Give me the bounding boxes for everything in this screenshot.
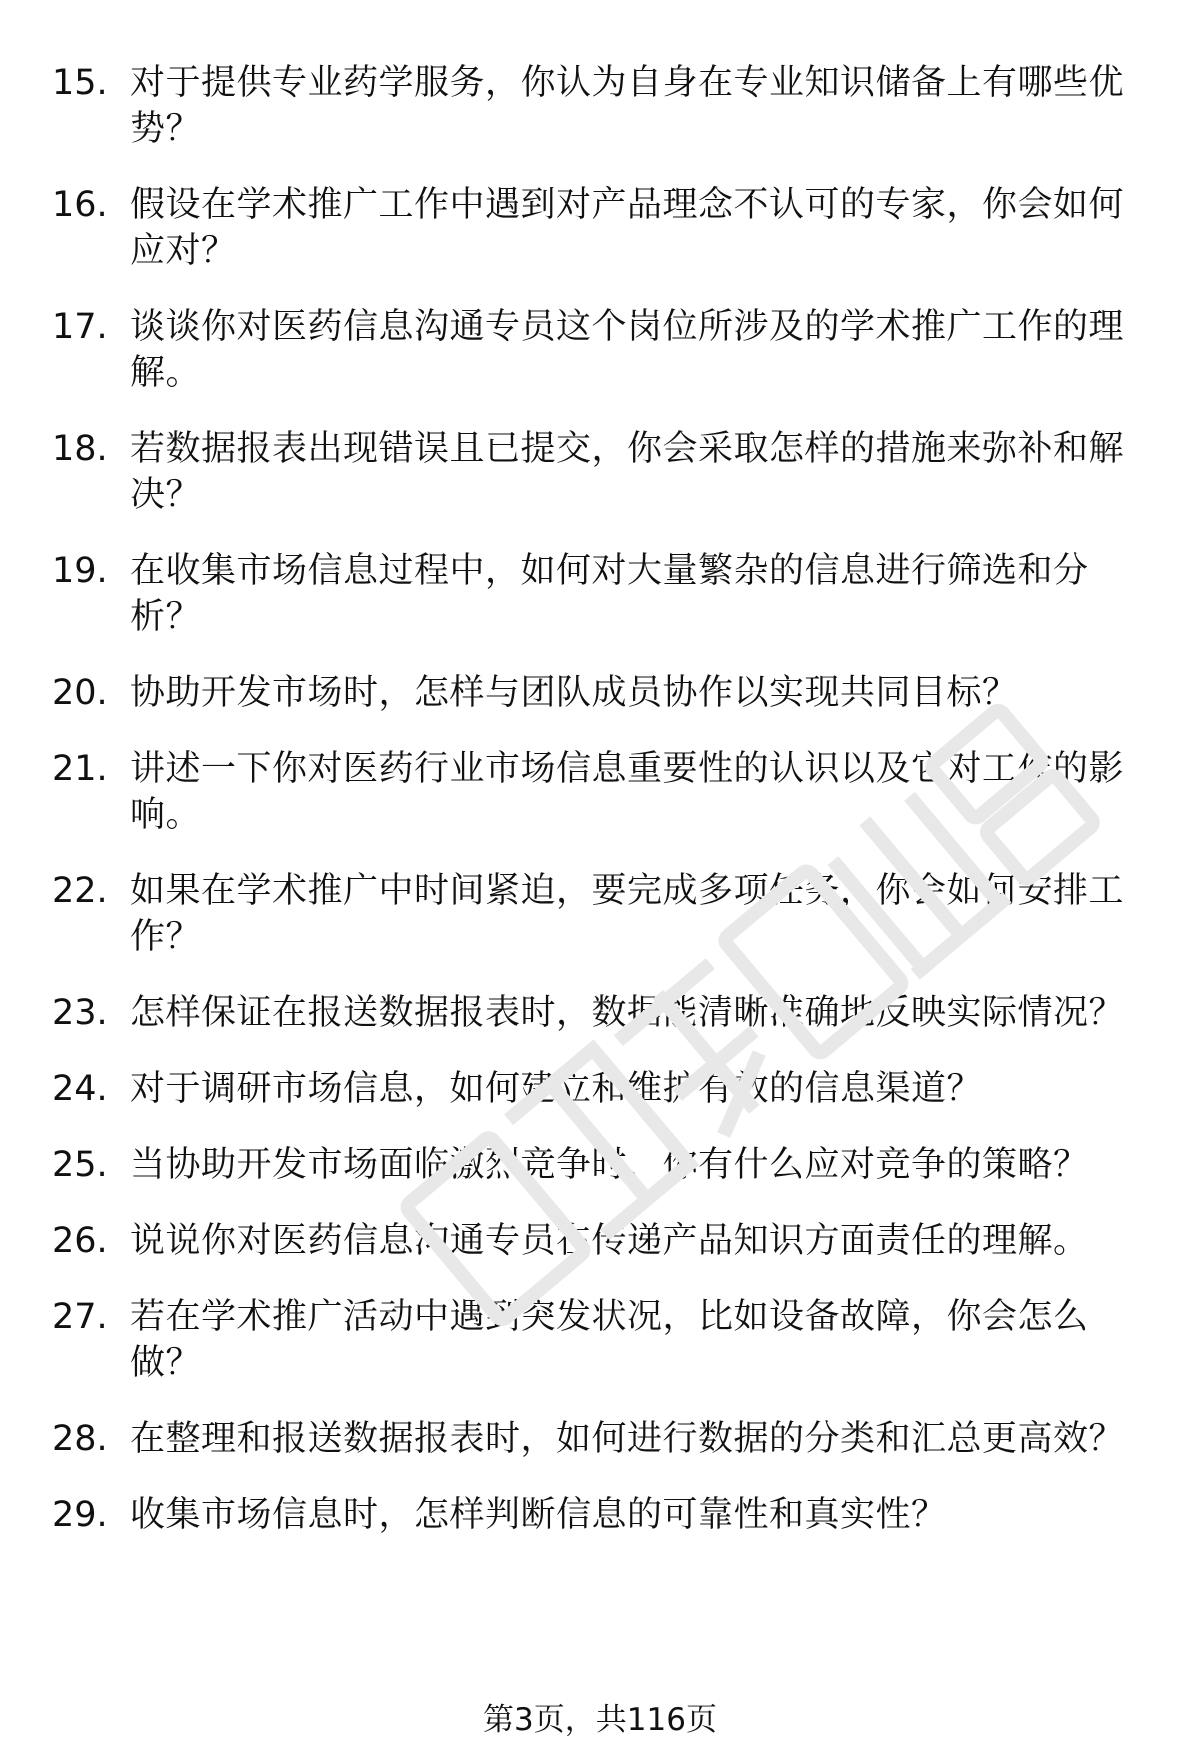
question-text: 讲述一下你对医药行业市场信息重要性的认识以及它对工作的影响。: [130, 749, 1125, 835]
question-item: [0, 990, 1200, 1036]
question-item: [0, 60, 1200, 152]
question-item: [0, 1066, 1200, 1112]
question-list: [0, 60, 1200, 1568]
question-number: 19.: [52, 551, 108, 591]
question-number: 18.: [52, 429, 108, 469]
question-number: 20.: [52, 673, 108, 713]
page-footer: 第3页，共116页: [483, 1702, 717, 1738]
question-text: 谈谈你对医药信息沟通专员这个岗位所涉及的学术推广工作的理解。: [130, 307, 1125, 393]
question-text: 对于调研市场信息，如何建立和维护有效的信息渠道？: [130, 1069, 983, 1109]
question-text: 对于提供专业药学服务，你认为自身在专业知识储备上有哪些优势？: [130, 63, 1125, 149]
question-item: [0, 670, 1200, 716]
question-text: 当协助开发市场面临激烈竞争时，你有什么应对竞争的策略？: [130, 1145, 1089, 1185]
question-number: 16.: [52, 185, 108, 225]
question-number: 23.: [52, 993, 108, 1033]
question-text: 怎样保证在报送数据报表时，数据能清晰准确地反映实际情况？: [130, 993, 1125, 1033]
question-number: 21.: [52, 749, 108, 789]
question-text: 若数据报表出现错误且已提交，你会采取怎样的措施来弥补和解决？: [130, 429, 1125, 515]
question-text: 协助开发市场时，怎样与团队成员协作以实现共同目标？: [130, 673, 1018, 713]
question-number: 22.: [52, 871, 108, 911]
question-text: 在收集市场信息过程中，如何对大量繁杂的信息进行筛选和分析？: [130, 551, 1089, 637]
question-text: 如果在学术推广中时间紧迫，要完成多项任务，你会如何安排工作？: [130, 871, 1125, 957]
question-item: [0, 182, 1200, 274]
question-text: 假设在学术推广工作中遇到对产品理念不认可的专家，你会如何应对？: [130, 185, 1125, 271]
question-number: 25.: [52, 1145, 108, 1185]
question-text: 说说你对医药信息沟通专员在传递产品知识方面责任的理解。: [130, 1221, 1089, 1261]
question-text: 收集市场信息时，怎样判断信息的可靠性和真实性？: [130, 1495, 947, 1535]
question-number: 27.: [52, 1297, 108, 1337]
question-item: [0, 1142, 1200, 1188]
question-number: 15.: [52, 63, 108, 103]
question-number: 29.: [52, 1495, 108, 1535]
question-item: [0, 304, 1200, 396]
question-item: [0, 1416, 1200, 1462]
question-item: [0, 1492, 1200, 1538]
question-item: [0, 1218, 1200, 1264]
question-number: 24.: [52, 1069, 108, 1109]
question-item: [0, 426, 1200, 518]
question-item: [0, 548, 1200, 640]
question-text: 若在学术推广活动中遇到突发状况，比如设备故障，你会怎么做？: [130, 1297, 1089, 1383]
question-item: [0, 1294, 1200, 1386]
question-text: 在整理和报送数据报表时，如何进行数据的分类和汇总更高效？: [130, 1419, 1125, 1459]
question-number: 17.: [52, 307, 108, 347]
question-number: 28.: [52, 1419, 108, 1459]
question-number: 26.: [52, 1221, 108, 1261]
question-item: [0, 868, 1200, 960]
question-item: [0, 746, 1200, 838]
